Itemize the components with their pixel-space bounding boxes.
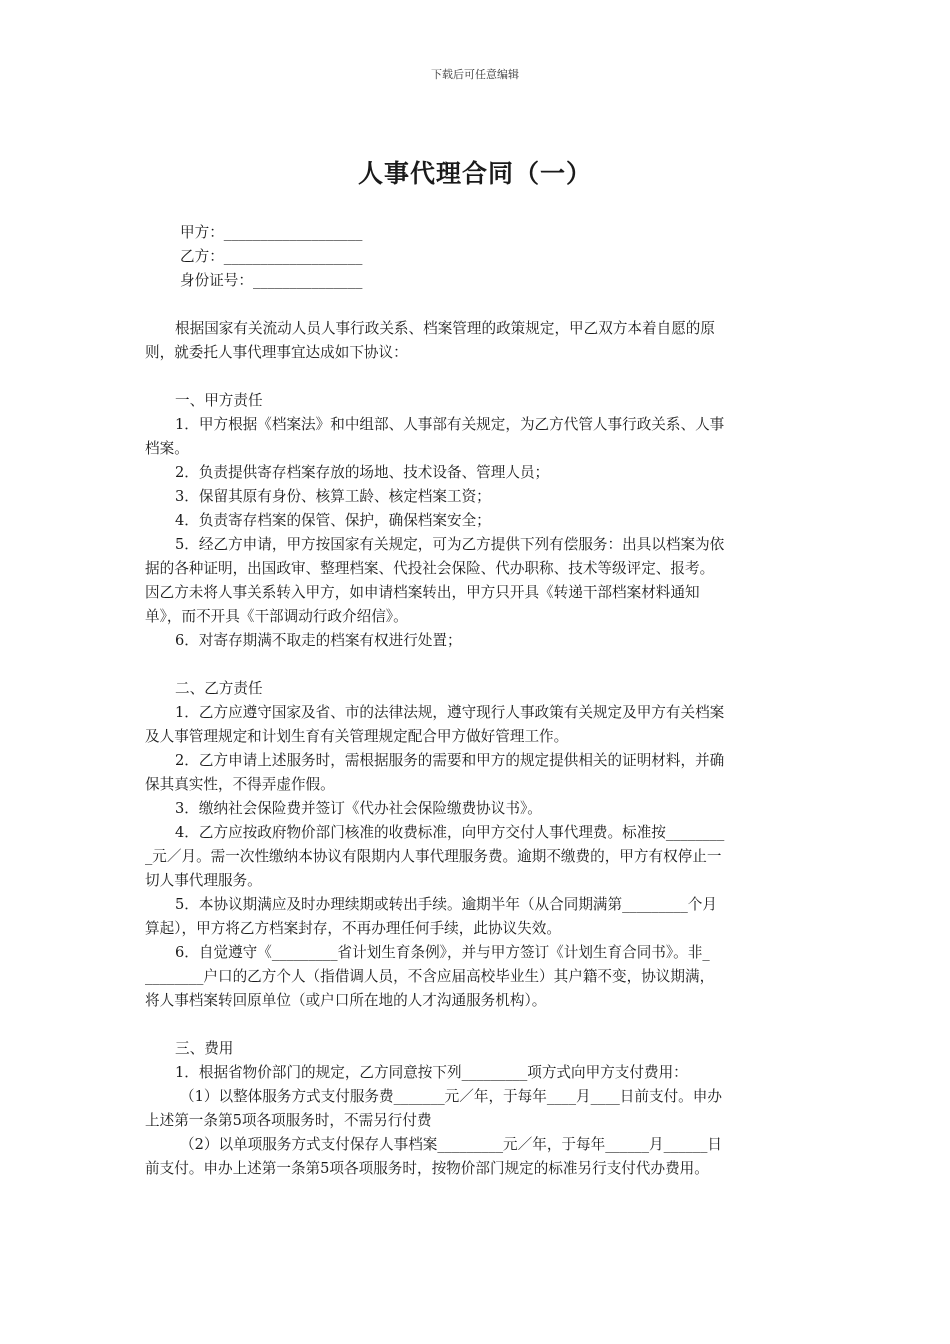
page-header: 下载后可任意编辑	[431, 68, 519, 81]
clause-line: _元／月。需一次性缴纳本协议有限期内人事代理服务费。逾期不缴费的，甲方有权停止一	[145, 848, 722, 865]
clause-line: 保其真实性，不得弄虚作假。	[145, 776, 335, 793]
intro-line: 则，就委托人事代理事宜达成如下协议：	[145, 344, 408, 361]
clause-line: 6．自觉遵守《_________省计划生育条例》，并与甲方签订《计划生育合同书》。非_	[175, 944, 710, 961]
clause-line: 4．负责寄存档案的保管、保护，确保档案安全；	[175, 512, 491, 529]
section-heading: 二、乙方责任	[175, 680, 263, 697]
clause-line: 1．甲方根据《档案法》和中组部、人事部有关规定，为乙方代管人事行政关系、人事	[175, 416, 725, 433]
party-b-field: 乙方：___________________	[180, 248, 363, 265]
clause-line: 算起），甲方将乙方档案封存，不再办理任何手续，此协议失效。	[145, 920, 561, 937]
clause-line: 将人事档案转回原单位（或户口所在地的人才沟通服务机构）。	[145, 992, 547, 1009]
clause-line: 6．对寄存期满不取走的档案有权进行处置；	[175, 632, 462, 649]
clause-line: 档案。	[145, 440, 189, 457]
clause-line: ________户口的乙方个人（指借调人员，不含应届高校毕业生）其户籍不变，协议期满，	[145, 968, 715, 985]
clause-line: 及人事管理规定和计划生育有关管理规定配合甲方做好管理工作。	[145, 728, 569, 745]
clause-line: 切人事代理服务。	[145, 872, 262, 889]
clause-line: 因乙方未将人事关系转入甲方，如申请档案转出，甲方只开具《转递干部档案材料通知	[145, 584, 700, 601]
clause-line: 据的各种证明，出国政审、整理档案、代投社会保险、代办职称、技术等级评定、报考。	[145, 560, 715, 577]
clause-line: 上述第一条第5项各项服务时，不需另行付费	[145, 1112, 432, 1129]
intro-line: 根据国家有关流动人员人事行政关系、档案管理的政策规定，甲乙双方本着自愿的原	[175, 320, 715, 337]
clause-line: 3．缴纳社会保险费并签订《代办社会保险缴费协议书》。	[175, 800, 542, 817]
party-a-field: 甲方：___________________	[180, 224, 363, 241]
clause-line: 1．根据省物价部门的规定，乙方同意按下列_________项方式向甲方支付费用：	[175, 1064, 688, 1081]
clause-line: 1．乙方应遵守国家及省、市的法律法规，遵守现行人事政策有关规定及甲方有关档案	[175, 704, 725, 721]
document-body	[145, 221, 810, 1181]
clause-line: 5．本协议期满应及时办理续期或转出手续。逾期半年（从合同期满第_________个月	[175, 896, 717, 913]
document-title: 人事代理合同（一）	[357, 159, 592, 188]
clause-line: 5．经乙方申请，甲方按国家有关规定，可为乙方提供下列有偿服务：出具以档案为依	[175, 536, 725, 553]
clause-line: 4．乙方应按政府物价部门核准的收费标准，向甲方交付人事代理费。标准按________	[175, 824, 725, 841]
clause-line: 单》，而不开具《干部调动行政介绍信》。	[145, 608, 408, 625]
clause-line: 3．保留其原有身份、核算工龄、核定档案工资；	[175, 488, 491, 505]
id-number-field: 身份证号：_______________	[180, 272, 363, 289]
clause-line: （2）以单项服务方式支付保存人事档案_________元／年，于每年______月______日	[180, 1136, 722, 1153]
clause-line: 2．负责提供寄存档案存放的场地、技术设备、管理人员；	[175, 464, 550, 481]
section-heading: 一、甲方责任	[175, 392, 263, 409]
clause-line: （1）以整体服务方式支付服务费_______元／年，于每年____月____日前支付。申办	[180, 1088, 722, 1105]
clause-line: 2．乙方申请上述服务时，需根据服务的需要和甲方的规定提供相关的证明材料，并确	[175, 752, 725, 769]
clause-line: 前支付。申办上述第一条第5项各项服务时，按物价部门规定的标准另行支付代办费用。	[145, 1160, 709, 1177]
section-heading: 三、费用	[175, 1040, 234, 1057]
